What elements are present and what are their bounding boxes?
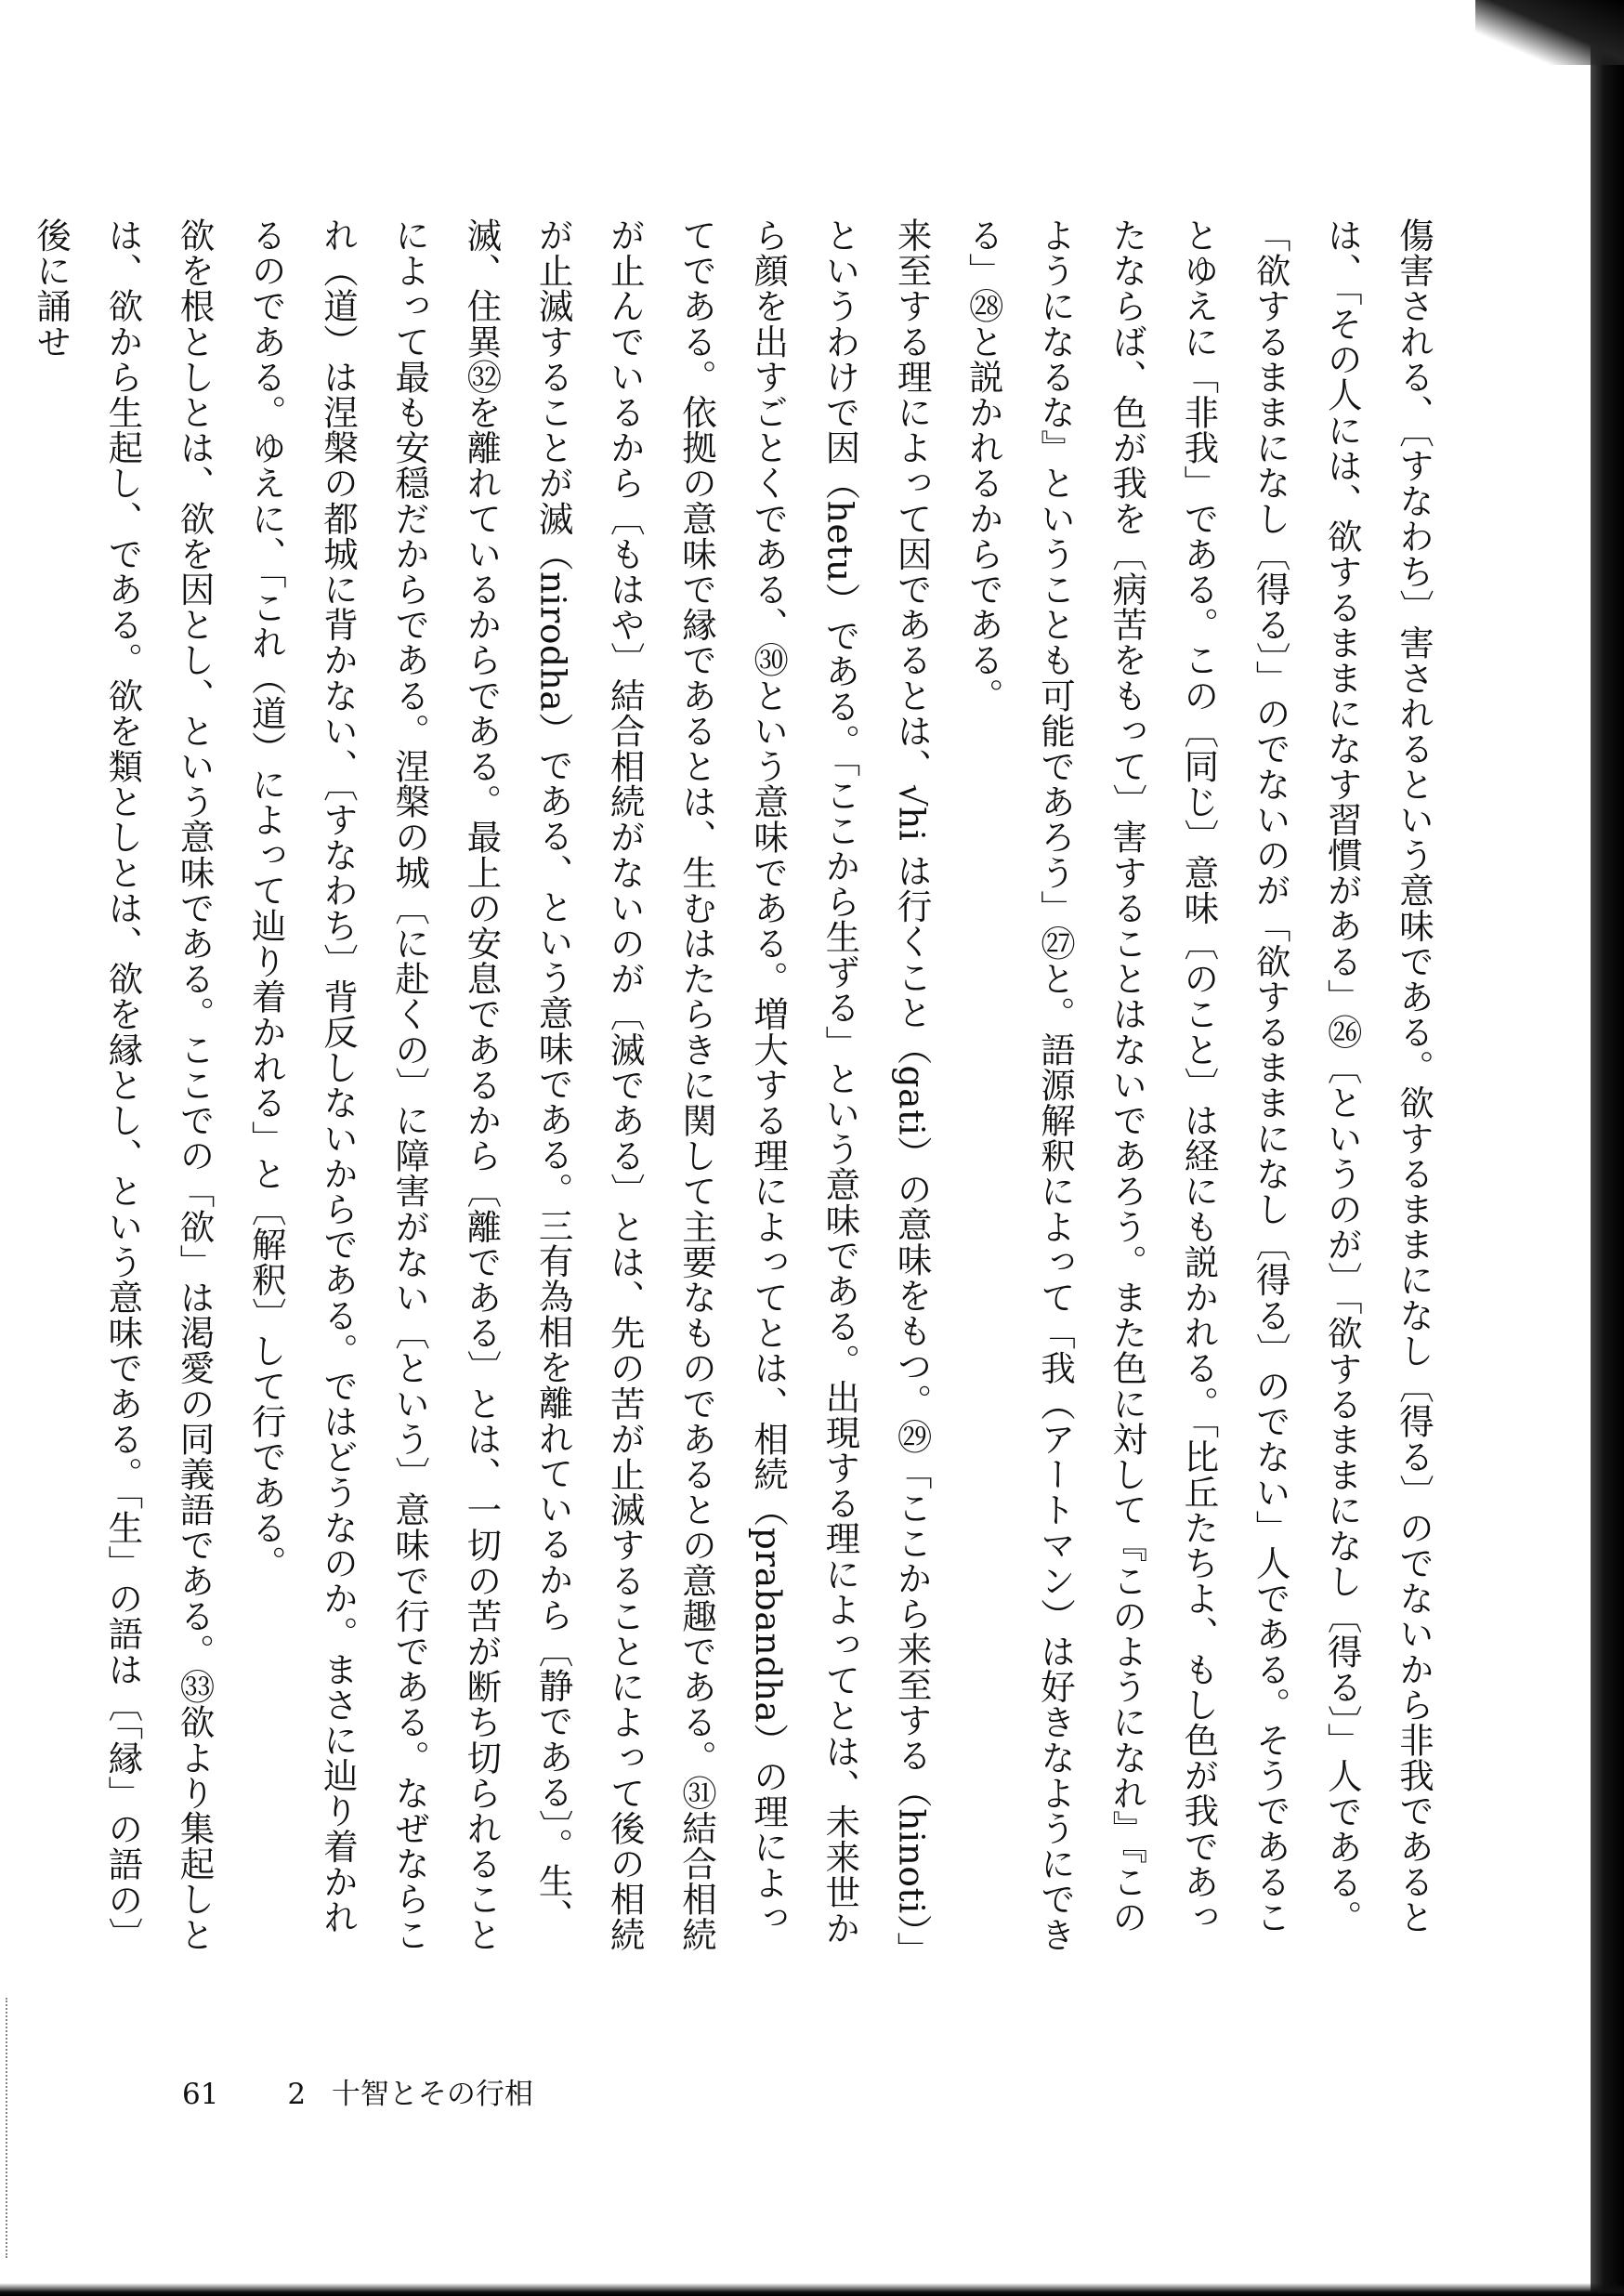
paragraph-1: 傷害される、〔すなわち〕害されるという意味である。欲するままになし〔得る〕のでないから非我であるとは、「その人には、欲するままになす習慣がある」㉖〔というのが〕「欲するままになし〔得る〕」人である。「欲するままになし〔得る〕」のでないのが「欲するままになし〔得る〕のでない」人である。そうであることゆえに「非我」である。この〔同じ〕意味〔のこと〕は経にも説かれる。「比丘たちよ、もし色が我であったならば、色が我を〔病苦をもって〕害することはないであろう。また色に対して『このようになれ』『このようになるな』ということも可能であろう」㉗と。語源解釈によって「我（アートマン）は好きなようにできる」㉘と説かれるからである。 [963,217,1434,1952]
page-number: 61 [182,2078,219,2111]
scan-edge-top-corner [1475,0,1624,65]
paragraph-3: 欲を根としとは、欲を因とし、という意味である。ここでの「欲」は渇愛の同義語である。㉝欲より集起しとは、欲から生起し、である。欲を類としとは、欲を縁とし、という意味である。「生」の語は〔「縁」の語の〕後に誦せ [31,217,216,1953]
page-footer [182,2070,533,2112]
body-text [15,217,1449,1955]
chapter-number: 2 [287,2078,307,2111]
paragraph-2: 来至する理によって因であるとは、√hi は行くこと（gati）の意味をもつ。㉙「ここから来至する（hinoti）」というわけで因（hetu）である。「ここから生ずる」という意味である。出現する理によってとは、未来世から顔を出すごとくである、㉚という意味である。増大する理によってとは、相続（prabandha）の理によってである。依拠の意味で縁であるとは、生むはたらきに関して主要なものであるとの意趣である。㉛結合相続が止んでいるから〔もはや〕結合相続がないのが〔滅である〕とは、先の苦が止滅することによって後の相続が止滅することが滅（nirodha）である、という意味である。三有為相を離れているから〔静である〕。生、滅、住異㉜を離れているからである。最上の安息であるから〔離である〕とは、一切の苦が断ち切られることによって最も安穏だからである。涅槃の城〔に赴くの〕に障害がない〔という〕意味で行である。なぜならこれ（道）は涅槃の都城に背かない、〔すなわち〕背反しないからである。ではどうなのか。まさに辿り着かれるのである。ゆえに、「これ（道）によって辿り着かれる」と〔解釈〕して行である。 [245,217,933,1952]
scan-edge-bottom [0,2283,1624,2296]
scan-edge-right [1591,0,1624,2296]
scan-specks-left [6,1998,13,2258]
chapter-title: 十智とその行相 [331,2078,533,2111]
